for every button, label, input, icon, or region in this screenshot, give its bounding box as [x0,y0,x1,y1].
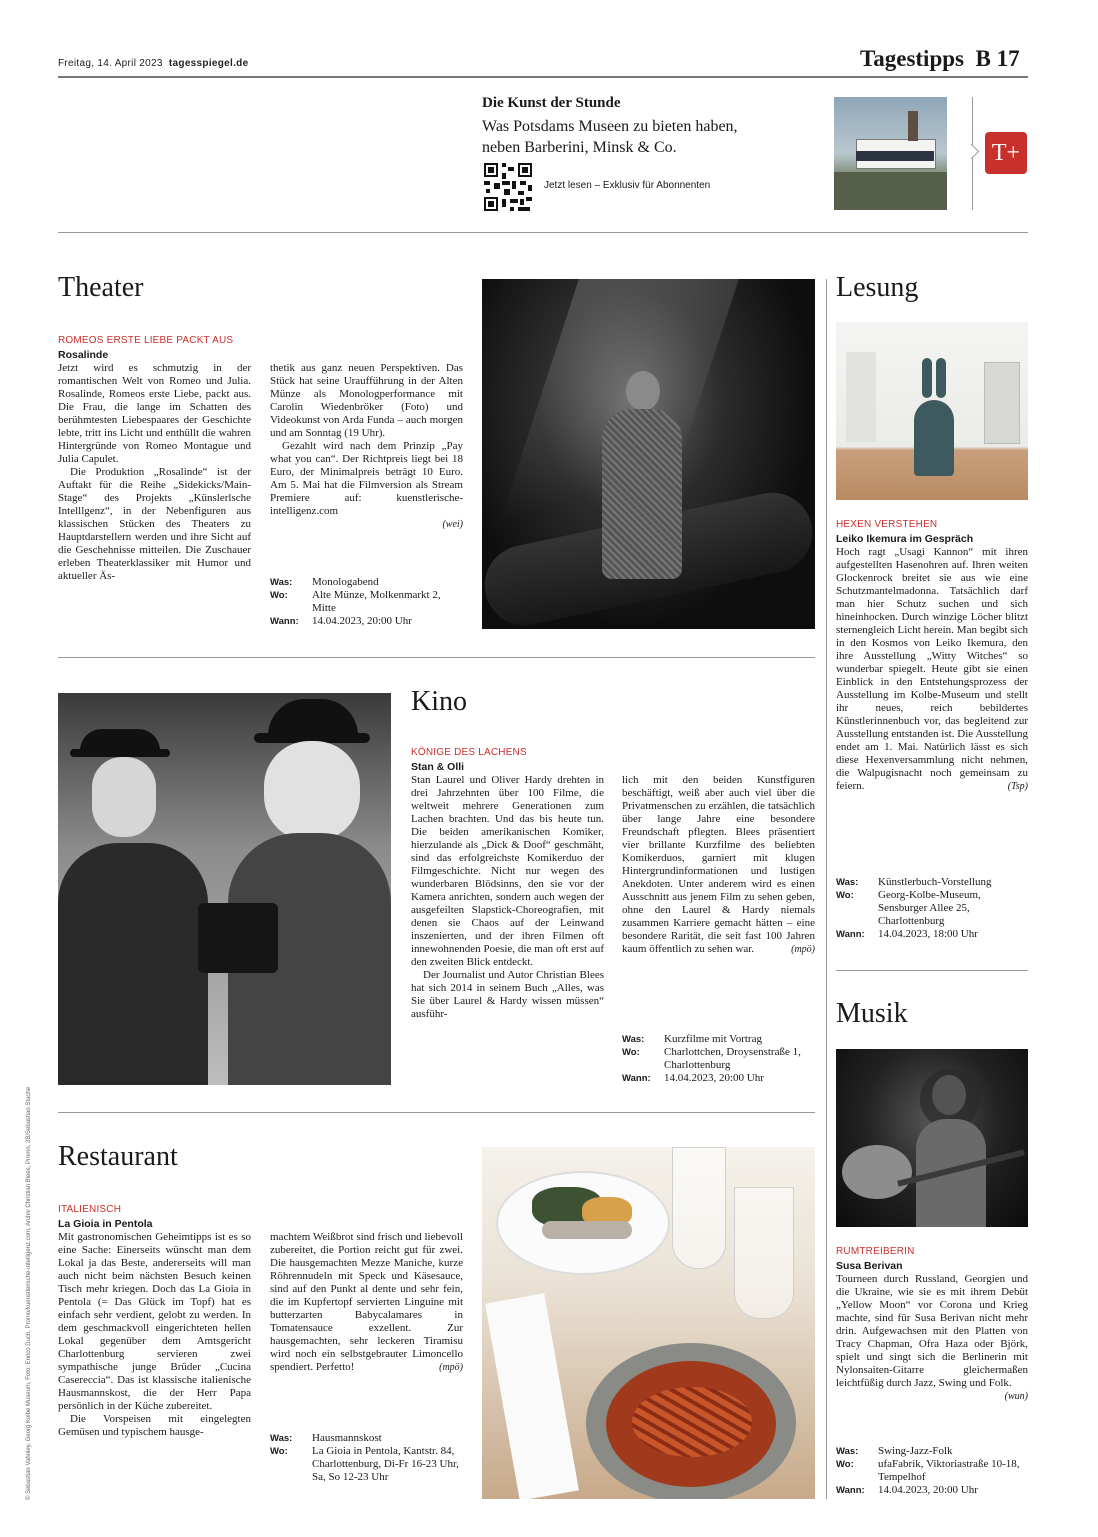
lesung-subhead: Leiko Ikemura im Gespräch [836,533,974,545]
theater-rule [58,657,815,658]
photo-credit: © Sebastian Vahnley, Georg Kolbe Museum, Foto: Enrico Duch, Promo/kuenstlerische-intelligenz.com, Archiv Christian Blees, Promo, 2B/Sebastian Stache [26,1086,32,1500]
kino-subhead: Stan & Olli [411,761,465,773]
lesung-author: (Tsp) [1007,781,1028,792]
kino-text-col1: Stan Laurel und Oliver Hardy drehten in drei Jahrzehnten über 100 Filme, die weltweit mehrere Generationen zum Lachen brachten. Und das bis heute tun. Die beiden amerikanischen Komiker, hierzulande als „Dick & Doof“ geschmäht, sind das erfolgreichste Komikerduo der Filmgeschichte. Nicht nur wegen des wunderbaren Blödsinns, den sie vor der Kamera anrichten, sondern auch wegen der ausgefeilten Slapstick-Choreografien, mit denen sie Chaos auf der Leinwand inszenierten, und der ihren Filmen oft innewohnenden Poesie, die man oft erst auf den zweiten Blick entdeckt. Der Journalist und Autor Christian Blees hat sich 2014 in seinem Buch „Alles, was Sie über Laurel & Hardy wissen müssen“ ausführ- [411,774,604,1020]
musik-subhead: Susa Berivan [836,1260,903,1272]
promo-museum-photo [834,97,947,210]
theater-section-title: Theater [58,272,144,303]
restaurant-kicker: ITALIENISCH [58,1204,122,1215]
promo-text-2: neben Barberini, Minsk & Co. [482,139,677,156]
theater-kicker: ROMEOS ERSTE LIEBE PACKT AUS [58,335,234,346]
promo-text-1: Was Potsdams Museen zu bieten haben, [482,118,738,135]
lesung-rule [836,970,1028,971]
musik-kicker: RUMTREIBERIN [836,1246,915,1257]
restaurant-subhead: La Gioia in Pentola [58,1218,153,1230]
header-site: tagesspiegel.de [168,58,249,69]
kino-info: Was: Kurzfilme mit Vortrag Wo: Charlottchen, Droysenstraße 1, Charlottenburg Wann: 14.04.2023, 20:00 Uhr [622,1033,801,1084]
theater-photo [482,279,815,629]
theater-author: (wei) [442,519,463,530]
promo-chevron-icon [964,144,980,160]
musik-section-title: Musik [836,998,908,1029]
restaurant-text-col2: machtem Weißbrot sind frisch und liebevoll zubereitet, die Portion reicht gut für zwei. Die hausgemachten Mezze Maniche, kurze Röhrennudeln mit Speck und Käsesauce, sind auf den Punkt al dente und sehr fein, die im Kupfertopf servierten Linguine mit butterzarten Babycalamares in Tomatensauce exzellent. Zur hausgemachten, sehr leckeren Tiramisu wird noch ein selbstgebrauter Limoncello spendiert. Perfetto! (mpö) [270,1231,463,1373]
musik-photo [836,1049,1028,1227]
theater-info: Was: Monologabend Wo: Alte Münze, Molkenmarkt 2, Mitte Wann: 14.04.2023, 20:00 Uhr [270,576,441,627]
kino-author: (mpö) [791,944,815,955]
qr-code-icon[interactable] [482,161,534,213]
lesung-photo [836,322,1028,500]
kino-section-title: Kino [411,686,467,717]
kino-kicker: KÖNIGE DES LACHENS [411,747,527,758]
theater-text-col1: Jetzt wird es schmutzig in der romantischen Welt von Romeo und Julia. Rosalinde, Romeos erste Liebe, packt aus. Die Frau, die lange im Schatten des berühmtesten Liebespaares der Geschichte lebte, tritt ins Licht und enthüllt die wahren Hintergründe von Romeo Montague und Julia Capulet. Die Produktion „Rosalinde“ ist der Auftakt für die Reihe „Sidekicks/Main-Stage“ des Projekts „Künslerlsche Intelllgenz“, in der Nebenfiguren aus klassischen Stücken des Theaters zu Hauptdarstellern werden und ihre Sicht auf die Geschehnisse mitteilen. Die Zuschauer erleben Theaterklassiker mit Humor und aktueller Äs- [58,362,251,582]
kino-photo [58,693,391,1085]
theater-text-col2: thetik aus ganz neuen Perspektiven. Das Stück hat seine Uraufführung in der Alten Münze als Monologperformance mit Carolin Wiedenbröker (Foto) und Videokunst von Arda Funda – auch morgen und am Sonntag (19 Uhr). Gezahlt wird nach dem Prinzip „Pay what you can“. Der Richtpreis liegt bei 18 Euro, der Minimalpreis beträgt 10 Euro. Am 5. Mai hat die Filmversion als Stream Premiere auf: kuenstlerische-intelligenz.com (wei) [270,362,463,530]
tplus-badge[interactable]: T+ [985,132,1027,174]
musik-author: (wun) [1004,1391,1028,1402]
lesung-section-title: Lesung [836,272,919,303]
restaurant-photo [482,1147,815,1499]
promo-title: Die Kunst der Stunde [482,95,621,111]
lesung-info: Was: Künstlerbuch-Vorstellung Wo: Georg-Kolbe-Museum, Sensburger Allee 25, Charlottenburg Wann: 14.04.2023, 18:00 Uhr [836,876,992,940]
restaurant-section-title: Restaurant [58,1141,178,1172]
header-date: Freitag, 14. April 2023 tagesspiegel.de [58,58,249,69]
kino-rule [58,1112,815,1113]
promo-rule [58,232,1028,233]
lesung-column-divider [826,279,827,1499]
header-section-title: Tagestipps B 17 [860,46,1020,71]
restaurant-info: Was: Hausmannskost Wo: La Gioia in Pentola, Kantstr. 84, Charlottenburg, Di-Fr 16-23 Uhr, Sa, So 12-23 Uhr [270,1432,459,1483]
musik-text: Tourneen durch Russland, Georgien und die Ukraine, wie sie es mit ihrem Debüt „Yellow Moon“ vor Corona und Krieg machte, sind für Susa Berivan nicht mehr drin. Aufgewachsen mit den Platten von Tracy Chapman, Ofra Haza oder Björk, spielt und singt sich die Berlinerin mit Nylonsaiten-Gitarre gleichermaßen leichtfüßig durch Jazz, Swing und Folk. (wun) [836,1273,1028,1402]
kino-text-col2: lich mit den beiden Kunstfiguren beschäftigt, weiß aber auch viel über die Privatmenschen zu erzählen, die tatsächlich über lange Jahre eine besondere Freundschaft pflegten. Blees präsentiert vier brillante Kurzfilme des beliebten Komikerduos, garniert mit klugen Hintergrundinformationen und lustigen Anekdoten. Unter anderem wird es einen Ausschnitt aus jenem Film zu sehen geben, ohne den Laurel & Hardy niemals zusammen Karriere gemacht hätten – eine besondere Rarität, die seit fast 100 Jahren kaum öffentlich zu sehen war. (mpö) [622,774,815,955]
musik-info: Was: Swing-Jazz-Folk Wo: ufaFabrik, Viktoriastraße 10-18, Tempelhof Wann: 14.04.2023, 20:00 Uhr [836,1445,1020,1496]
header-rule [58,76,1028,78]
restaurant-text-col1: Mit gastronomischen Geheimtipps ist es so eine Sache: Einerseits wünscht man dem Lokal ja das Beste, andererseits will man auch nicht beim nächsten Besuch keinen Tisch mehr kriegen. Doch das La Gioia in Pentola (= Das Glück im Topf) hat es einfach sehr verdient, gelobt zu werden. In dem geschmackvoll eingerichteten hellen Lokal gegenüber dem Amtsgericht Charlottenburg servieren zwei sympathische junge Brüder „Cucina Casereccia“. Das ist klassische italienische Hausmannskost, die der Herr Papa persönlich in der Küche zubereitet. Die Vorspeisen mit eingelegten Gemüsen und typischem hausge- [58,1231,251,1438]
lesung-text: Hoch ragt „Usagi Kannon“ mit ihren aufgestellten Hasenohren auf. Ihren weiten Glockenrock breitet sie aus wie eine Schutzmantelmadonna. Tatsächlich darf man hier Schutz suchen und sich hineinhocken. Durch winzige Löcher blitzt sternengleich Licht herein. Man begibt sich in den Kosmos von Leiko Ikemura, den ihre Ausstellung „Witty Witches“ so wunderbar spiegelt. Heute gibt sie einen Einblick in den Entstehungsprozess der Ausstellung im Kolbe-Museum und stellt ihr neues, reich bebildertes Künstlerinnenbuch vor, das begleitend zur Ausstellung entstanden ist. Die Ausstellung endet am 1. Mai. Natürlich lässt es sich diese Hexenversammlung nicht nehmen, die Walpugisnacht noch gemeinsam zu feiern. (Tsp) [836,546,1028,792]
theater-subhead: Rosalinde [58,349,109,361]
lesung-kicker: HEXEN VERSTEHEN [836,519,938,530]
promo-cta[interactable]: Jetzt lesen – Exklusiv für Abonnenten [544,180,711,191]
restaurant-author: (mpö) [439,1362,463,1373]
